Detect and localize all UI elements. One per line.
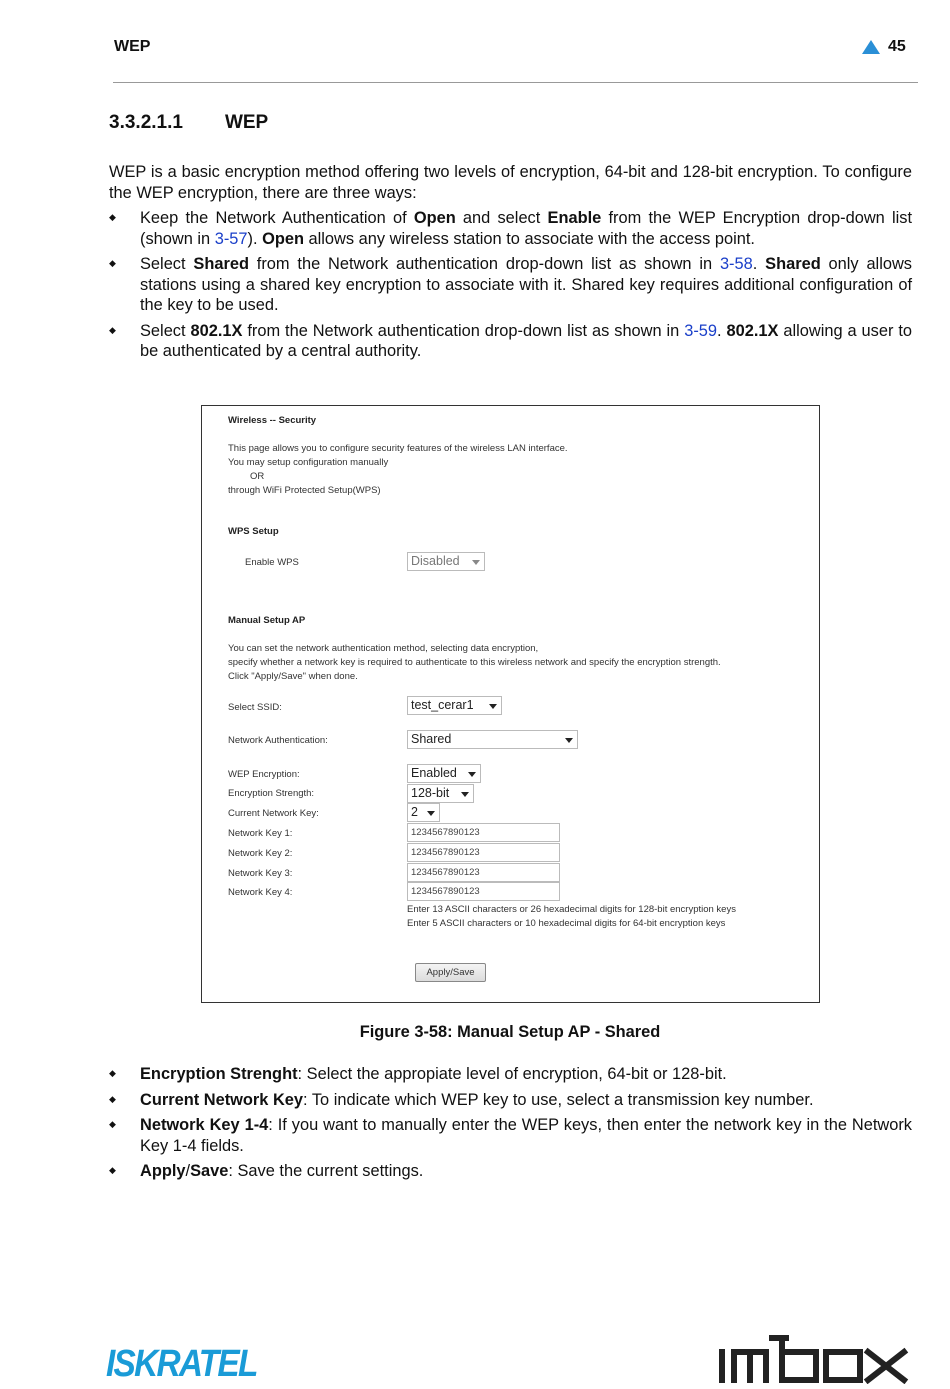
iskratel-logo: ISKRATEL [106,1343,257,1385]
list-item: ◆ Select Shared from the Network authentication drop-down list as shown in 3-58. Shared only allows stations using a shared key encryption to associate with it. Shared key requires additional configuration of the key to be used. [109,254,912,316]
manual-desc-line: Click "Apply/Save" when done. [228,671,358,682]
section-number: 3.3.2.1.1 [109,112,183,133]
enable-wps-select[interactable]: Disabled [407,552,485,571]
chevron-down-icon [489,704,497,709]
manual-desc-line: specify whether a network key is required to authenticate to this wireless network and specify the encryption strength. [228,657,721,668]
apply-save-button[interactable]: Apply/Save [415,963,486,982]
key4-label: Network Key 4: [228,887,293,898]
strength-label: Encryption Strength: [228,788,315,799]
enable-wps-label: Enable WPS [245,557,299,568]
figure-ref-link[interactable]: 3-58 [719,255,753,273]
figure-ref-link[interactable]: 3-59 [684,321,718,340]
chevron-down-icon [472,560,480,565]
wep-encryption-label: WEP Encryption: [228,769,300,780]
list-item: ◆ Keep the Network Authentication of Open and select Enable from the WEP Encryption drop-down list (shown in 3-57). Open allows any wireless station to associate with the access point. [109,208,912,249]
auth-methods-list [109,208,912,367]
chevron-down-icon [427,811,435,816]
page-number-text: 45 [888,38,906,55]
current-key-select[interactable]: 2 [407,803,440,822]
key-hint: Enter 5 ASCII characters or 10 hexadecimal digits for 64-bit encryption keys [407,918,726,929]
imbox-logo-graphic [716,1330,912,1384]
running-header-title: WEP [114,38,151,55]
key2-input[interactable]: 1234567890123 [407,843,560,862]
current-key-label: Current Network Key: [228,808,319,819]
list-item: ◆ Current Network Key: To indicate which WEP key to use, select a transmission key number. [109,1090,912,1111]
key3-label: Network Key 3: [228,868,293,879]
figure-desc-line: OR [250,471,265,482]
key3-input[interactable]: 1234567890123 [407,863,560,882]
manual-setup-heading: Manual Setup AP [228,615,306,626]
wps-setup-heading: WPS Setup [228,526,279,537]
page-number [862,38,906,56]
figure-desc-line: You may setup configuration manually [228,457,389,468]
list-item: ◆ Select 802.1X from the Network authentication drop-down list as shown in 3-59. 802.1X allowing a user to be authenticated by a central authority. [109,321,912,362]
ssid-label: Select SSID: [228,702,282,713]
intro-paragraph: WEP is a basic encryption method offering two levels of encryption, 64-bit and 128-bit encryption. To configure the WEP encryption, there are three ways: [109,163,912,202]
key2-label: Network Key 2: [228,848,293,859]
auth-label: Network Authentication: [228,735,328,746]
key-hint: Enter 13 ASCII characters or 26 hexadecimal digits for 128-bit encryption keys [407,904,736,915]
figure-caption: Figure 3-58: Manual Setup AP - Shared [359,1023,661,1041]
figure-page-title: Wireless -- Security [228,415,317,426]
wep-encryption-select[interactable]: Enabled [407,764,481,783]
list-item: ◆ Network Key 1-4: If you want to manually enter the WEP keys, then enter the network key in the Network Key 1-4 fields. [109,1115,912,1156]
chevron-down-icon [565,738,573,743]
key1-input[interactable]: 1234567890123 [407,823,560,842]
strength-select[interactable]: 128-bit [407,784,474,803]
chevron-down-icon [461,792,469,797]
figure-ref-link[interactable]: 3-57 [214,229,248,248]
list-item: ◆ Apply/Save: Save the current settings. [109,1161,912,1182]
key1-label: Network Key 1: [228,828,293,839]
chevron-down-icon [468,772,476,777]
ssid-select[interactable]: test_cerar1 [407,696,502,715]
triangle-up-icon [862,40,880,54]
manual-desc-line: You can set the network authentication method, selecting data encryption, [228,643,539,654]
figure-desc-line: This page allows you to configure security features of the wireless LAN interface. [228,443,568,454]
figure-desc-line: through WiFi Protected Setup(WPS) [228,485,381,496]
settings-description-list [109,1064,912,1187]
section-heading [109,112,268,134]
key4-input[interactable]: 1234567890123 [407,882,560,901]
imbox-logo [716,1330,912,1389]
header-rule [113,82,918,83]
wireless-security-screenshot [201,405,820,1003]
section-title: WEP [224,112,269,133]
auth-select[interactable]: Shared [407,730,578,749]
list-item: ◆ Encryption Strenght: Select the appropiate level of encryption, 64-bit or 128-bit. [109,1064,912,1085]
